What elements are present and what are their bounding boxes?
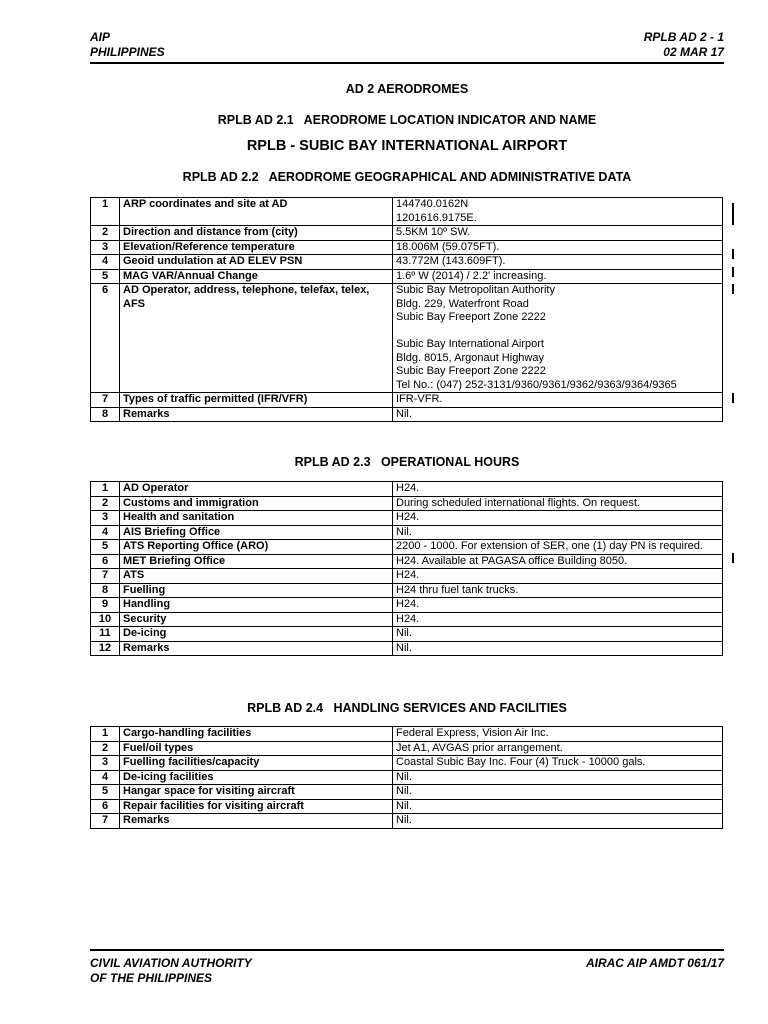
row-number: 2 xyxy=(91,741,120,756)
row-item: Remarks xyxy=(120,641,393,656)
row-item: AIS Briefing Office xyxy=(120,525,393,540)
change-bar xyxy=(732,249,734,259)
row-item: MAG VAR/Annual Change xyxy=(120,269,393,284)
table-row xyxy=(91,226,723,241)
row-item: Fuelling xyxy=(120,583,393,598)
table-row xyxy=(91,269,723,284)
row-item: ATS xyxy=(120,569,393,584)
row-number: 3 xyxy=(91,240,120,255)
row-number: 5 xyxy=(91,540,120,555)
table-row xyxy=(91,799,723,814)
row-value: Coastal Subic Bay Inc. Four (4) Truck - 10000 gals. xyxy=(393,756,723,771)
row-value: 43.772M (143.609FT). xyxy=(393,255,723,270)
row-value: Subic Bay Metropolitan Authority Bldg. 229, Waterfront Road Subic Bay Freeport Zone 2222 Subic Bay International Airport Bldg. 8015, Argonaut Highway Subic Bay Freeport Zone 2222 Tel No.: (047) 252-3131/9360/9361/9362/9363/9364/9365 xyxy=(393,284,723,393)
table-row xyxy=(91,284,723,393)
change-bar xyxy=(732,284,734,294)
table-row xyxy=(91,598,723,613)
row-value: 18.006M (59.075FT). xyxy=(393,240,723,255)
row-number: 7 xyxy=(91,393,120,408)
table-row xyxy=(91,641,723,656)
row-number: 5 xyxy=(91,785,120,800)
table-row xyxy=(91,255,723,270)
table-row xyxy=(91,741,723,756)
page-header xyxy=(90,30,724,64)
row-item: Repair facilities for visiting aircraft xyxy=(120,799,393,814)
row-value: During scheduled international flights. On request. xyxy=(393,496,723,511)
change-bar xyxy=(732,553,734,563)
change-bar xyxy=(732,267,734,277)
row-value: Nil. xyxy=(393,627,723,642)
row-value: H24. xyxy=(393,598,723,613)
row-number: 8 xyxy=(91,583,120,598)
ops-heading: RPLB AD 2.3 OPERATIONAL HOURS xyxy=(294,455,520,469)
row-value: H24. xyxy=(393,612,723,627)
row-number: 5 xyxy=(91,269,120,284)
row-item: Elevation/Reference temperature xyxy=(120,240,393,255)
table-row xyxy=(91,393,723,408)
handling-table xyxy=(90,726,723,829)
row-item: Hangar space for visiting aircraft xyxy=(120,785,393,800)
row-value: IFR-VFR. xyxy=(393,393,723,408)
geo-data-table xyxy=(90,197,723,422)
row-number: 2 xyxy=(91,496,120,511)
footer-authority-country: OF THE PHILIPPINES xyxy=(90,971,213,985)
row-number: 3 xyxy=(91,511,120,526)
row-value: Nil. xyxy=(393,641,723,656)
row-number: 4 xyxy=(91,255,120,270)
table-row xyxy=(91,525,723,540)
footer-left xyxy=(90,956,252,986)
row-number: 3 xyxy=(91,756,120,771)
airport-name: RPLB - SUBIC BAY INTERNATIONAL AIRPORT xyxy=(246,138,568,154)
row-item: De-icing facilities xyxy=(120,770,393,785)
row-value: Jet A1, AVGAS prior arrangement. xyxy=(393,741,723,756)
header-left xyxy=(90,30,165,60)
table-row xyxy=(91,496,723,511)
row-number: 6 xyxy=(91,284,120,393)
row-value: 2200 - 1000. For extension of SER, one (1) day PN is required. xyxy=(393,540,723,555)
table-row xyxy=(91,727,723,742)
row-value: H24. xyxy=(393,569,723,584)
table-row xyxy=(91,482,723,497)
handling-heading: RPLB AD 2.4 HANDLING SERVICES AND FACILITIES xyxy=(247,701,567,715)
row-value: 1.6º W (2014) / 2.2' increasing. xyxy=(393,269,723,284)
row-item: Types of traffic permitted (IFR/VFR) xyxy=(120,393,393,408)
ops-hours-table xyxy=(90,481,723,656)
row-number: 9 xyxy=(91,598,120,613)
footer-authority: CIVIL AVIATION AUTHORITY xyxy=(90,956,252,970)
row-number: 4 xyxy=(91,525,120,540)
table-row xyxy=(91,554,723,569)
row-value: Nil. xyxy=(393,407,723,422)
row-number: 12 xyxy=(91,641,120,656)
location-heading: RPLB AD 2.1 AERODROME LOCATION INDICATOR AND NAME xyxy=(217,113,597,127)
row-number: 6 xyxy=(91,554,120,569)
row-item: AD Operator xyxy=(120,482,393,497)
geo-heading: RPLB AD 2.2 AERODROME GEOGRAPHICAL AND ADMINISTRATIVE DATA xyxy=(182,170,632,184)
row-item: Direction and distance from (city) xyxy=(120,226,393,241)
table-row xyxy=(91,511,723,526)
row-item: Cargo-handling facilities xyxy=(120,727,393,742)
table-row xyxy=(91,770,723,785)
change-bar xyxy=(732,393,734,403)
row-value: H24 thru fuel tank trucks. xyxy=(393,583,723,598)
table-row xyxy=(91,785,723,800)
row-value: 5.5KM 10º SW. xyxy=(393,226,723,241)
row-value: Nil. xyxy=(393,814,723,829)
header-page-ref: RPLB AD 2 - 1 xyxy=(643,30,724,44)
table-row xyxy=(91,569,723,584)
header-right xyxy=(644,30,724,60)
row-item: De-icing xyxy=(120,627,393,642)
row-value: H24. xyxy=(393,482,723,497)
row-item: Customs and immigration xyxy=(120,496,393,511)
footer-right xyxy=(586,956,724,971)
row-value: Nil. xyxy=(393,525,723,540)
row-value: 144740.0162N 1201616.9175E. xyxy=(393,198,723,226)
row-item: MET Briefing Office xyxy=(120,554,393,569)
row-value: Nil. xyxy=(393,785,723,800)
table-row xyxy=(91,540,723,555)
header-country: PHILIPPINES xyxy=(90,45,165,59)
row-item: Geoid undulation at AD ELEV PSN xyxy=(120,255,393,270)
row-number: 7 xyxy=(91,569,120,584)
header-doc-name: AIP xyxy=(90,30,111,44)
row-number: 7 xyxy=(91,814,120,829)
row-item: Fuelling facilities/capacity xyxy=(120,756,393,771)
table-row xyxy=(91,756,723,771)
row-item: Remarks xyxy=(120,814,393,829)
row-number: 2 xyxy=(91,226,120,241)
table-row xyxy=(91,583,723,598)
row-number: 6 xyxy=(91,799,120,814)
row-value: Federal Express, Vision Air Inc. xyxy=(393,727,723,742)
row-value: Nil. xyxy=(393,799,723,814)
row-number: 11 xyxy=(91,627,120,642)
table-row xyxy=(91,612,723,627)
table-row xyxy=(91,240,723,255)
header-date: 02 MAR 17 xyxy=(663,45,724,59)
page-footer xyxy=(90,949,724,985)
table-row xyxy=(91,814,723,829)
row-item: Fuel/oil types xyxy=(120,741,393,756)
row-item: Security xyxy=(120,612,393,627)
table-row xyxy=(91,198,723,226)
footer-amendment: AIRAC AIP AMDT 061/17 xyxy=(585,956,724,970)
row-number: 8 xyxy=(91,407,120,422)
row-item: ARP coordinates and site at AD xyxy=(120,198,393,226)
row-number: 1 xyxy=(91,727,120,742)
row-value: Nil. xyxy=(393,770,723,785)
row-item: Handling xyxy=(120,598,393,613)
row-item: Remarks xyxy=(120,407,393,422)
table-row xyxy=(91,627,723,642)
row-item: ATS Reporting Office (ARO) xyxy=(120,540,393,555)
row-value: H24. Available at PAGASA office Building 8050. xyxy=(393,554,723,569)
row-number: 1 xyxy=(91,482,120,497)
change-bar xyxy=(732,203,734,225)
section-title: AD 2 AERODROMES xyxy=(345,82,469,96)
row-value: H24. xyxy=(393,511,723,526)
table-row xyxy=(91,407,723,422)
row-item: Health and sanitation xyxy=(120,511,393,526)
row-item: AD Operator, address, telephone, telefax, telex, AFS xyxy=(120,284,393,393)
row-number: 1 xyxy=(91,198,120,226)
row-number: 10 xyxy=(91,612,120,627)
row-number: 4 xyxy=(91,770,120,785)
